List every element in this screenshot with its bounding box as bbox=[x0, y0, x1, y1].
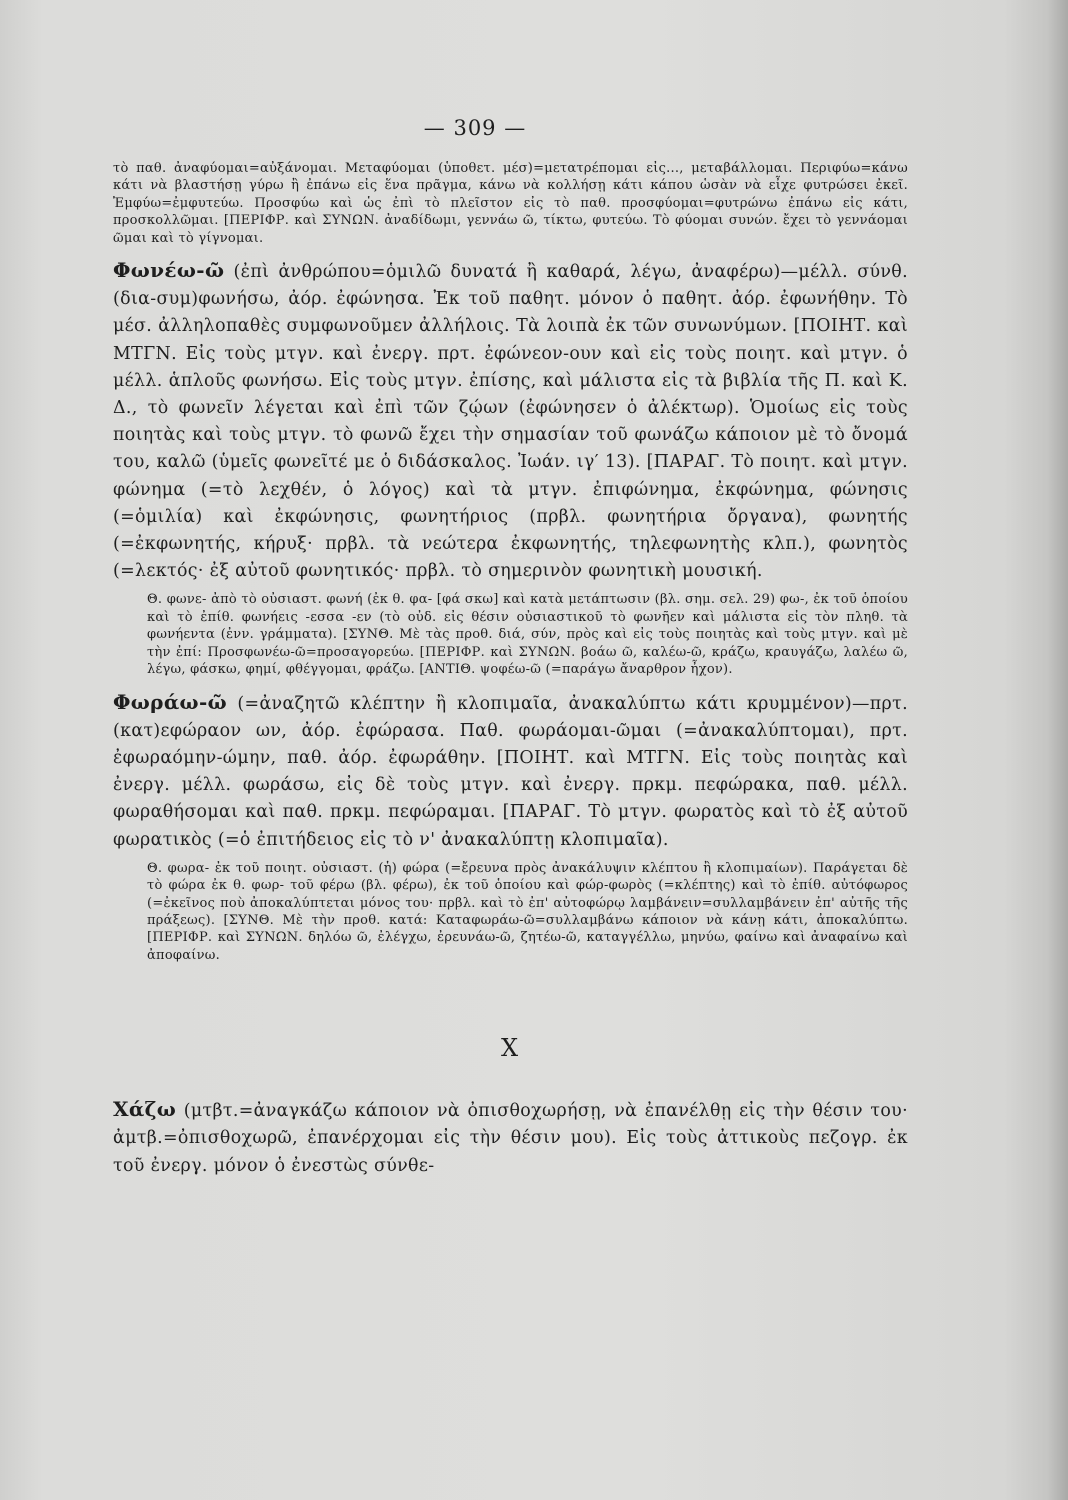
entry-foneo-text: (ἐπὶ ἀνθρώπου=ὁμιλῶ δυνατά ἢ καθαρά, λέγω, ἀναφέρω)—μέλλ. σύνθ. (δια-συμ)φωνήσω, ἀόρ. ἐφώνησα. Ἐκ τοῦ παθητ. μόνον ὁ παθητ. ἀόρ. ἐφωνήθην. Τὸ μέσ. ἀλληλοπαθὲς συμφωνοῦμεν ἀλλήλοις. Τὰ λοιπὰ ἐκ τῶν συνωνύμων. [ΠΟΙΗΤ. καὶ ΜΤΓΝ. Εἰς τοὺς μτγν. καὶ ἐνεργ. πρτ. ἐφώνεον-ουν καὶ εἰς τοὺς ποιητ. καὶ μτγν. ὁ μέλλ. ἁπλοῦς φωνήσω. Εἰς τοὺς μτγν. ἐπίσης, καὶ μάλιστα εἰς τὰ βιβλία τῆς Π. καὶ Κ. Δ., τὸ φωνεῖν λέγεται καὶ ἐπὶ τῶν ζῴων (ἐφώνησεν ὁ ἀλέκτωρ). Ὁμοίως εἰς τοὺς ποιητὰς καὶ τοὺς μτγν. τὸ φωνῶ ἔχει τὴν σημασίαν τοῦ φωνάζω κάποιον μὲ τὸ ὄνομά του, καλῶ (ὑμεῖς φωνεῖτέ με ὁ διδάσκαλος. Ἰωάν. ιγ′ 13). [ΠΑΡΑΓ. Τὸ ποιητ. καὶ μτγν. φώνημα (=τὸ λεχθέν, ὁ λόγος) καὶ τὰ μτγν. ἐπιφώνημα, ἐκφώνημα, φώνησις (=ὁμιλία) καὶ ἐκφώνησις, φωνητήριος (πρβλ. φωνητήρια ὄργανα), φωνητής (=ἐκφωνητής, κήρυξ· πρβλ. τὰ νεώτερα ἐκφωνητής, τηλεφωνητὴς κλπ.), φωνητὸς (=λεκτός· ἐξ αὐτοῦ φωνητικός· πρβλ. τὸ σημερινὸν φωνητικὴ μουσική. bbox=[113, 262, 908, 582]
section-letter: X bbox=[500, 1034, 521, 1063]
note-forao: Θ. φωρα- ἐκ τοῦ ποιητ. οὐσιαστ. (ἡ) φώρα (=ἔρευνα πρὸς ἀνακάλυψιν κλέπτου ἢ κλοπιμαίων). Παράγεται δὲ τὸ φώρα ἐκ θ. φωρ- τοῦ φέρω (βλ. φέρω), ἐκ τοῦ ὁποίου καὶ φώρ-φωρὸς (=κλέπτης) καὶ τὸ ἐπίθ. αὐτόφωρος (=ἐκεῖνος ποὺ ἀποκαλύπτεται μόνος του· πρβλ. καὶ τὸ ἐπ' αὐτοφώρῳ λαμβάνειν=συλλαμβάνειν ἐπ' αὐτῆς τῆς πράξεως). [ΣΥΝΘ. Μὲ τὴν προθ. κατά: Καταφωράω-ῶ=συλλαμβάνω κάποιον νὰ κάνῃ κάτι, ἀποκαλύπτω. [ΠΕΡΙΦΡ. καὶ ΣΥΝΩΝ. δηλόω ῶ, ἐλέγχω, ἐρευνάω-ῶ, ζητέω-ῶ, καταγγέλλω, μηνύω, φαίνω καὶ ἀναφαίνω καὶ ἀποφαίνω. bbox=[147, 860, 908, 963]
entry-forao bbox=[113, 689, 908, 854]
entry-chazo bbox=[113, 1096, 908, 1180]
entry-continuation-anafyomai: τὸ παθ. ἀναφύομαι=αὐξάνομαι. Μεταφύομαι (ὑποθετ. μέσ)=μετατρέπομαι εἰς..., μεταβάλλομαι. Περιφύω=κάνω κάτι νὰ βλαστήσῃ γύρω ἢ ἐπάνω εἰς ἕνα πρᾶγμα, κάνω νὰ κολλήσῃ κάτι κάπου ὡσὰν νὰ εἶχε φυτρώσει ἐκεῖ. Ἐμφύω=ἐμφυτεύω. Προσφύω καὶ ὡς ἐπὶ τὸ πλεῖστον εἰς τὸ παθ. προσφύομαι=φυτρώνω ἐπάνω εἰς κάτι, προσκολλῶμαι. [ΠΕΡΙΦΡ. καὶ ΣΥΝΩΝ. ἀναδίδωμι, γεννάω ῶ, τίκτω, φυτεύω. Τὸ φύομαι συνών. ἔχει τὸ γεννάομαι ῶμαι καὶ τὸ γίγνομαι. bbox=[113, 161, 908, 246]
page-number: — 309 — bbox=[423, 116, 527, 140]
headword-chazo: Χάζω bbox=[113, 1097, 177, 1122]
headword-forao: Φωράω-ῶ bbox=[113, 689, 227, 714]
entry-forao-text: (=ἀναζητῶ κλέπτην ἢ κλοπιμαῖα, ἀνακαλύπτω κάτι κρυμμένον)—πρτ. (κατ)εφώραον ων, ἀόρ. ἐφώρασα. Παθ. φωράομαι-ῶμαι (=ἀνακαλύπτομαι), πρτ. ἐφωραόμην-ώμην, παθ. ἀόρ. ἐφωράθην. [ΠΟΙΗΤ. καὶ ΜΤΓΝ. Εἰς τοὺς ποιητὰς καὶ ἐνεργ. μέλλ. φωράσω, εἰς δὲ τοὺς μτγν. καὶ ἐνεργ. πρκμ. πεφώρακα, παθ. μέλλ. φωραθήσομαι καὶ παθ. πρκμ. πεφώραμαι. [ΠΑΡΑΓ. Τὸ μτγν. φωρατὸς καὶ τὸ ἐξ αὐτοῦ φωρατικὸς (=ὁ ἐπιτήδειος εἰς τὸ ν' ἀνακαλύπτῃ κλοπιμαῖα). bbox=[113, 693, 908, 850]
page-spine-shadow bbox=[1046, 0, 1068, 1500]
entry-chazo-text: (μτβτ.=ἀναγκάζω κάποιον νὰ ὀπισθοχωρήσῃ, νὰ ἐπανέλθῃ εἰς τὴν θέσιν του· ἀμτβ.=ὀπισθοχωρῶ, ἐπανέρχομαι εἰς τὴν θέσιν μου). Εἰς τοὺς ἀττικοὺς πεζογρ. ἐκ τοῦ ἐνεργ. μόνον ὁ ἐνεστὼς σύνθε- bbox=[113, 1101, 908, 1176]
entry-foneo bbox=[113, 257, 908, 585]
note-foneo: Θ. φωνε- ἀπὸ τὸ οὐσιαστ. φωνή (ἐκ θ. φα- [φά σκω] καὶ κατὰ μετάπτωσιν (βλ. σημ. σελ. 29) φω-, ἐκ τοῦ ὁποίου καὶ τὸ ἐπίθ. φωνήεις -εσσα -εν (τὸ οὐδ. εἰς θέσιν οὐσιαστικοῦ τὸ φωνῆεν καὶ μάλιστα εἰς τὸν πληθ. τὰ φωνήεντα (ἐνν. γράμματα). [ΣΥΝΘ. Μὲ τὰς προθ. διά, σύν, πρὸς καὶ εἰς τοὺς ποιητὰς καὶ τοὺς μτγν. καὶ μὲ τὴν ἐπί: Προσφωνέω-ῶ=προσαγορεύω. [ΠΕΡΙΦΡ. καὶ ΣΥΝΩΝ. βοάω ῶ, καλέω-ῶ, κράζω, κραυγάζω, λαλέω ῶ, λέγω, φάσκω, φημί, φθέγγομαι, φράζω. [ΑΝΤΙΘ. ψοφέω-ῶ (=παράγω ἄναρθρον ἦχον). bbox=[147, 592, 908, 678]
dictionary-body bbox=[113, 160, 908, 1180]
headword-foneo: Φωνέω-ῶ bbox=[113, 258, 225, 283]
